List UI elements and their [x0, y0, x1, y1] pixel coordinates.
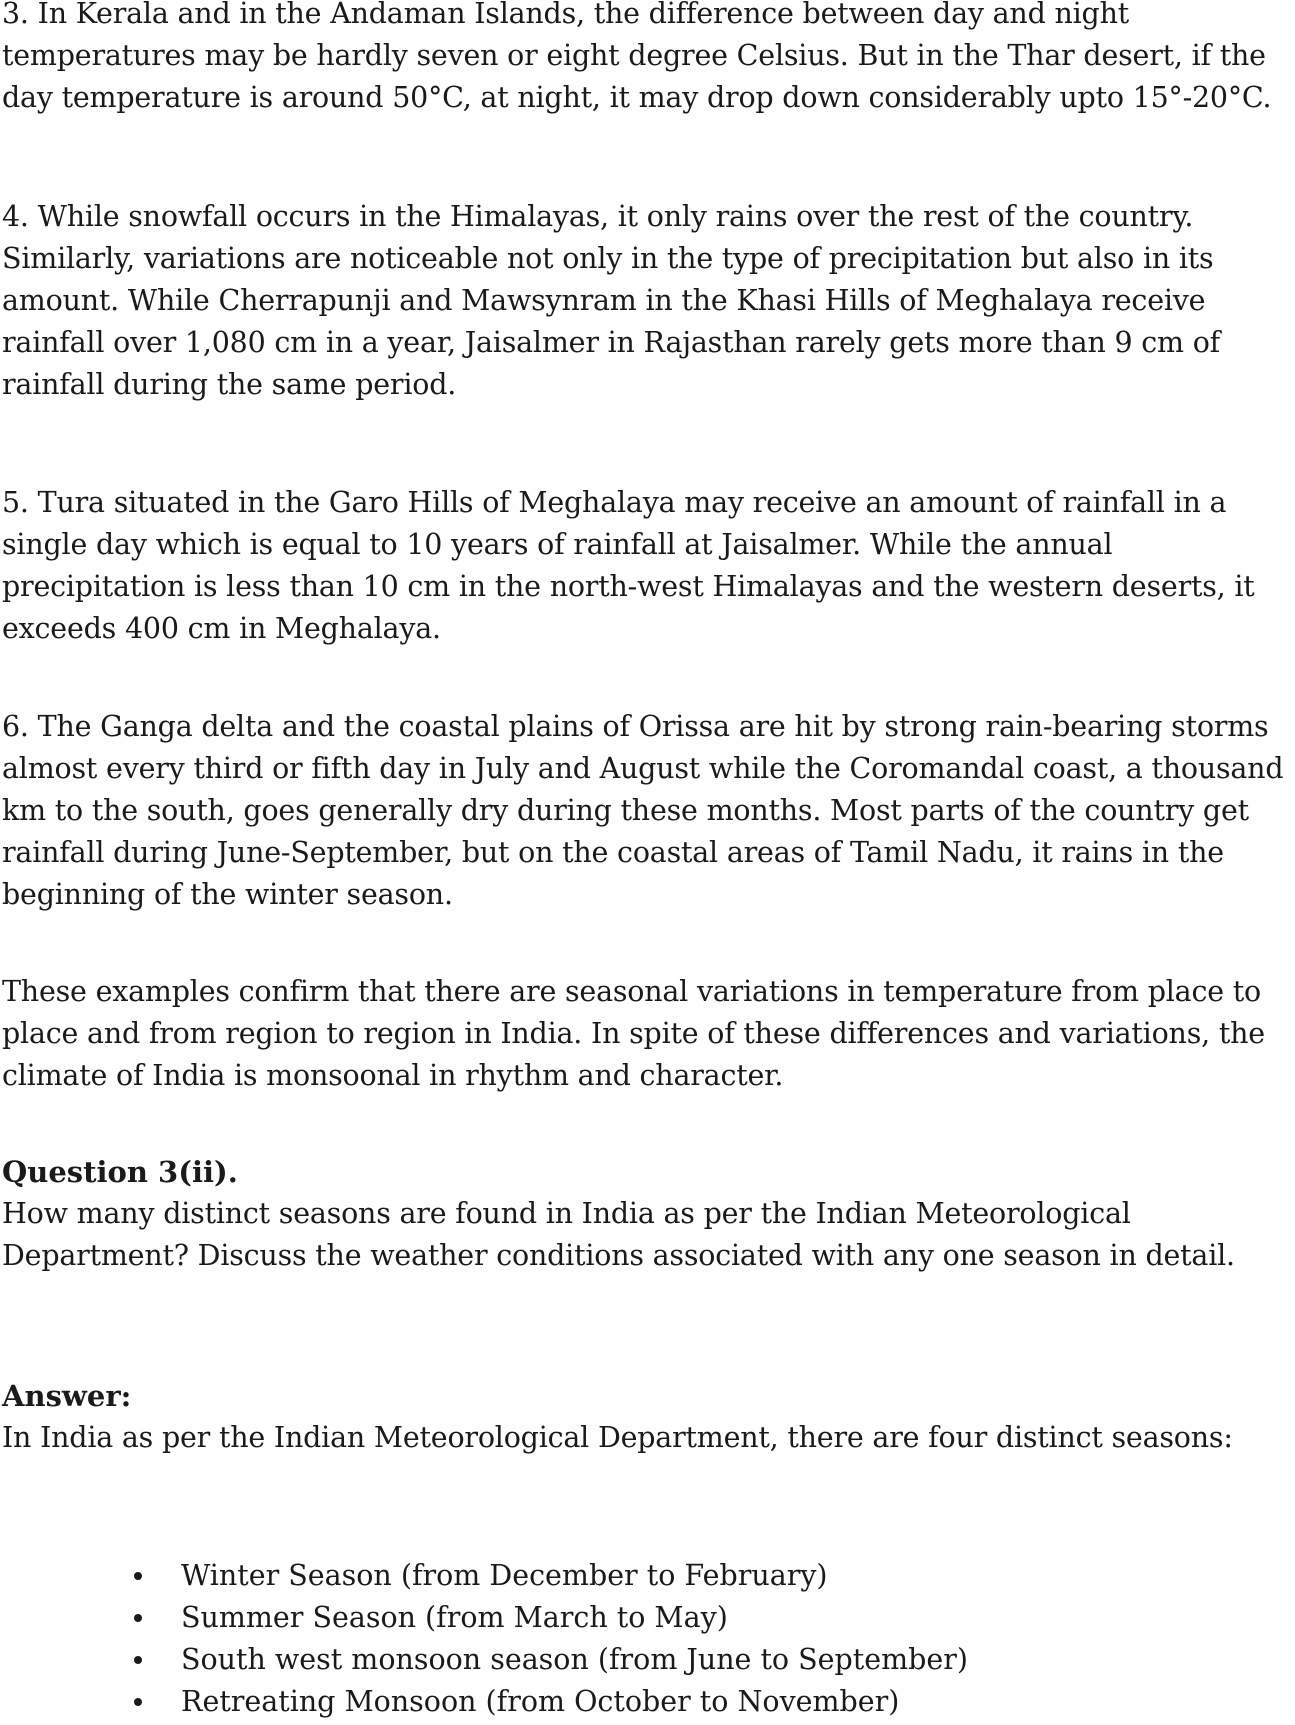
bullet-icon	[134, 1698, 142, 1706]
list-item	[0, 1597, 968, 1639]
list-item	[0, 1681, 968, 1723]
paragraph-conclusion: These examples confirm that there are seasonal variations in temperature from place to place and from region to region in India. In spite of these differences and variations, the climate of India is monsoonal in rhythm and character.	[2, 975, 1265, 1092]
season-text: Winter Season (from December to February)	[181, 1559, 828, 1592]
seasons-list	[0, 1555, 968, 1723]
paragraph-point-6: 6. The Ganga delta and the coastal plains of Orissa are hit by strong rain-bearing storms almost every third or fifth day in July and August while the Coromandal coast, a thousand km to the south, goes generally dry during these months. Most parts of the country get rainfall during June-September, but on the coastal areas of Tamil Nadu, it rains in the beginning of the winter season.	[2, 710, 1284, 911]
list-item	[0, 1639, 968, 1681]
bullet-icon	[134, 1614, 142, 1622]
paragraph-point-5: 5. Tura situated in the Garo Hills of Meghalaya may receive an amount of rainfall in a single day which is equal to 10 years of rainfall at Jaisalmer. While the annual precipitation is less than 10 cm in the north-west Himalayas and the western deserts, it exceeds 400 cm in Meghalaya.	[2, 486, 1255, 645]
answer-intro: In India as per the Indian Meteorological Department, there are four distinct seasons:	[2, 1421, 1233, 1454]
question-text: How many distinct seasons are found in India as per the Indian Meteorological Department? Discuss the weather conditions associated with any one season in detail.	[2, 1197, 1235, 1272]
answer-label: Answer:	[2, 1379, 132, 1413]
paragraph-point-3: 3. In Kerala and in the Andaman Islands, the difference between day and night temperatures may be hardly seven or eight degree Celsius. But in the Thar desert, if the day temperature is around 50°C, at night, it may drop down considerably upto 15°-20°C.	[2, 0, 1272, 114]
season-text: South west monsoon season (from June to September)	[181, 1643, 968, 1676]
season-text: Retreating Monsoon (from October to November)	[181, 1685, 900, 1718]
paragraph-point-4: 4. While snowfall occurs in the Himalayas, it only rains over the rest of the country. Similarly, variations are noticeable not only in the type of precipitation but also in its amount. While Cherrapunji and Mawsynram in the Khasi Hills of Meghalaya receive rainfall over 1,080 cm in a year, Jaisalmer in Rajasthan rarely gets more than 9 cm of rainfall during the same period.	[2, 200, 1221, 401]
bullet-icon	[134, 1572, 142, 1580]
list-item	[0, 1555, 968, 1597]
bullet-icon	[134, 1656, 142, 1664]
season-text: Summer Season (from March to May)	[181, 1601, 728, 1634]
question-label: Question 3(ii).	[2, 1155, 238, 1189]
